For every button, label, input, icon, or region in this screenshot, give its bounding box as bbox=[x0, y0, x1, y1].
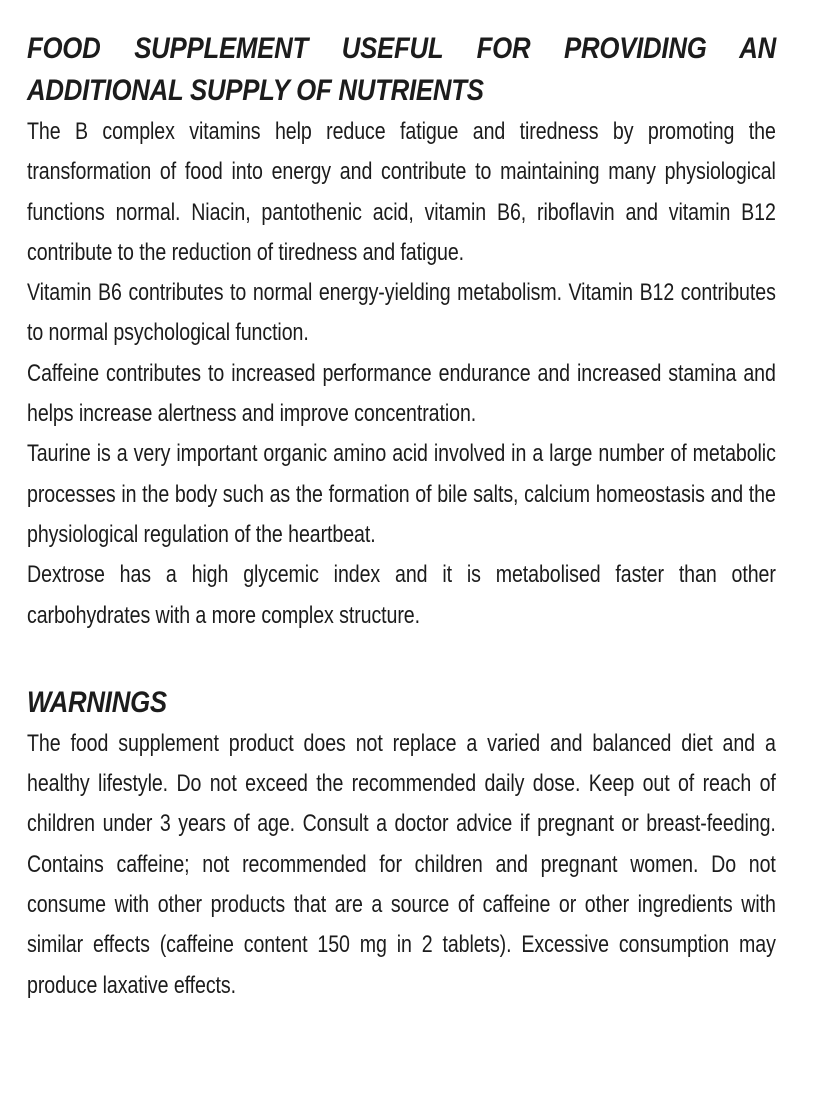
benefits-paragraph-taurine: Taurine is a very important organic amino acid involved in a large number of metabolic processes in the body such as the formation of bile salts, calcium homeostasis and the physiological regulation of the heartbeat. bbox=[27, 440, 776, 548]
warnings-heading: WARNINGS bbox=[27, 685, 167, 719]
benefits-heading: FOOD SUPPLEMENT USEFUL FOR PROVIDING AN ADDITIONAL SUPPLY OF NUTRIENTS bbox=[27, 32, 777, 107]
warnings-paragraph: The food supplement product does not replace a varied and balanced diet and a healthy lifestyle. Do not exceed the recommended daily dose. Keep out of reach of children under 3 years of age. Consult a doctor advice if pregnant or breast-feeding. Contains caffeine; not recommended for children and pregnant women. Do not consume with other products that are a source of caffeine or other ingredients with similar effects (caffeine content 150 mg in 2 tablets). Excessive consumption may produce laxative effects. bbox=[27, 729, 776, 999]
benefits-paragraph-b-complex: The B complex vitamins help reduce fatigue and tiredness by promoting the transformation of food into energy and contribute to maintaining many physiological functions normal. Niacin, pantothenic acid, vitamin B6, riboflavin and vitamin B12 contribute to the reduction of tiredness and fatigue. bbox=[27, 118, 776, 266]
label-document bbox=[27, 28, 776, 1006]
benefits-paragraph-dextrose: Dextrose has a high glycemic index and it is metabolised faster than other carbohydrates with a more complex structure. bbox=[27, 561, 776, 629]
section-divider-space bbox=[27, 636, 776, 682]
benefits-paragraph-caffeine: Caffeine contributes to increased performance endurance and increased stamina and helps increase alertness and improve concentration. bbox=[27, 359, 776, 428]
benefits-body bbox=[27, 112, 776, 636]
warnings-section bbox=[27, 682, 776, 1006]
benefits-paragraph-vitamin-b6-b12: Vitamin B6 contributes to normal energy-yielding metabolism. Vitamin B12 contributes to normal psychological function. bbox=[27, 279, 776, 347]
benefits-section bbox=[27, 28, 776, 636]
